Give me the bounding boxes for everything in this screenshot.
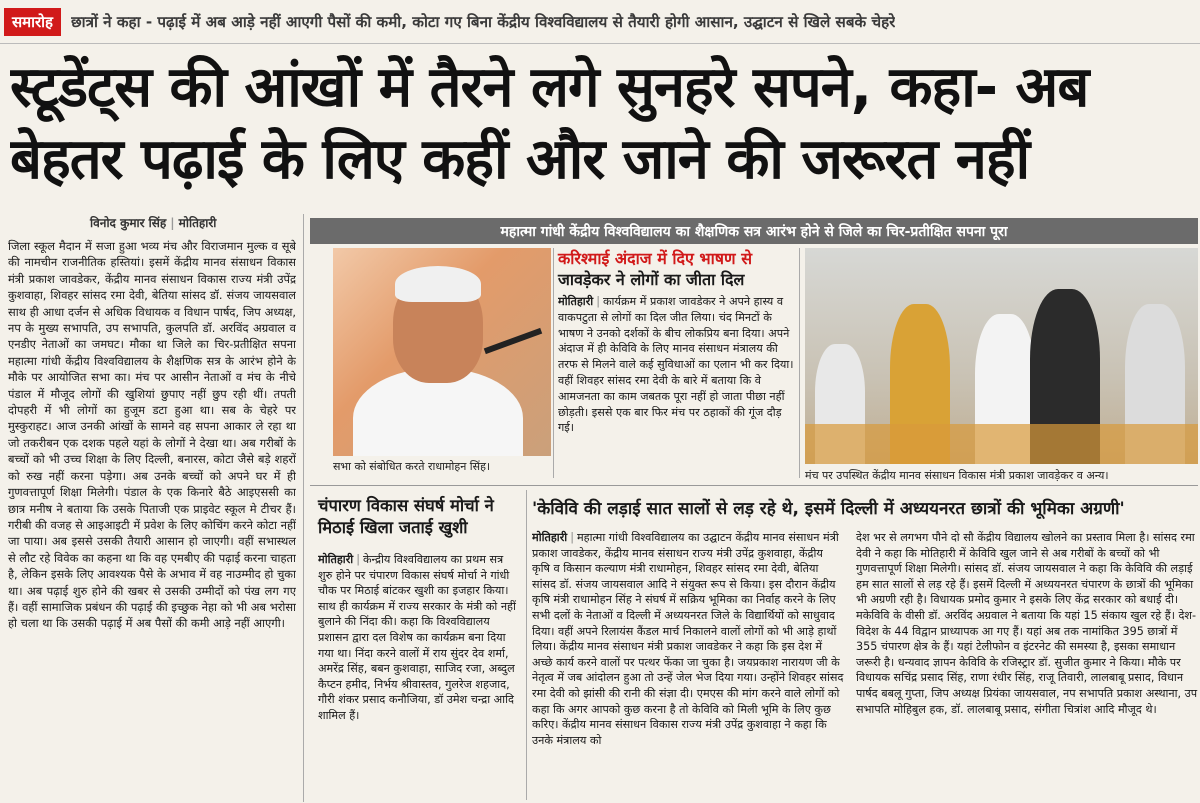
column-divider: [526, 490, 527, 800]
photo-stage-caption: मंच पर उपस्थित केंद्रीय मानव संसाधन विकास मंत्री प्रकाश जावड़ेकर व अन्य।: [805, 469, 1109, 482]
story3-text-1: महात्मा गांधी विश्वविद्यालय का उद्घाटन केंद्रीय मानव संसाधन मंत्री प्रकाश जावडेकर, केंद्रीय मानव संसाधन राज्य मंत्री उपेंद्र कुशवाहा, केंद्रीय कृषि व किसान कल्याण मंत्री राधामोहन, शिवहर सांसद रमा देवी, बेतिया सांसद डॉ. संजय जायसवाल आदि ने संयुक्त रूप से किया। इस दौरान केंद्रीय कृषि मंत्री राधामोहन सिंह ने संघर्ष में सक्रिय भूमिका का निर्वाह करने के लिए सभी दलों के नेताओं व दिल्ली में अध्ययनरत जिले के विद्यार्थियों को साधुवाद दिया। वहीं अपने रिलायंस कैंडल मार्च निकालने वालों लोगों को भी आड़े हाथों लिया। केंद्रीय मानव संसाधन मंत्री प्रकाश जावडेकर ने कहा कि इस देश में अच्छे कार्य करने वालों पर पत्थर फेंका जा चुका है। जयप्रकाश नारायण जी के नेतृत्व में जब आंदोलन हुआ तो उन्हें जेल भेज दिया गया। उन्होंने शिवहर सांसद रमा देवी को झांसी की रानी की संज्ञा दी। एमएस की मांग करने वाले लोगों को कहा कि अगर आपको कुछ करना है तो केविवि को मिली भूमि के लिए कुछ करिए। केंद्रीय मानव संसाधन विकास राज्य मंत्री उपेंद्र कुशवाहा ने कहा कि उनके मंत्रालय को: [532, 531, 844, 747]
story2-text: केन्द्रीय विश्वविद्यालय का प्रथम सत्र शुरु होने पर चंपारण विकास संघर्ष मोर्चा ने गांधी चौक पर मिठाई बांटकर खुशी का इजहार किया। साथ ही कार्यक्रम में राज्य सरकार के मंत्री को नहीं बुलाने की निंदा की। कहा कि विश्वविद्यालय प्रशासन द्वारा दल विशेष का कार्यक्रम बना दिया गया था। निंदा करने वालों में राय सुंदर देव शर्मा, अमरेंद्र सिंह, बबन कुशवाहा, साजिद रजा, अब्दुल कैप्टन हमीद, निर्भय श्रीवास्तव, गुलरेज शहजाद, गौरी शंकर प्रसाद कनौजिया, डॉ उमेश चन्द्रा आदि शामिल हैं।: [318, 553, 516, 722]
middle-story-text: कार्यक्रम में प्रकाश जावडेकर ने अपने हास्य व वाकपटुता से लोगों का दिल जीत लिया। चंद मिनटों के भाषण ने उनको दर्शकों के बीच लोकप्रिय बना दिया। अपने अंदाज में ही केविवि के लिए मानव संसाधन मंत्रालय की तरफ से मिलने वाले कई सुविधाओं का एलान भी कर दिया। वहीं शिवहर सांसद रमा देवी के बारे में बताया कि वे आमजनता का काम जबतक पूरा नहीं हो जाता पीछा नहीं छोड़ती। इससे एक बार फिर मंच पर ठहाकों की गूंज दौड़ गई।: [558, 295, 794, 435]
middle-story-title: [558, 248, 794, 290]
main-story-body: जिला स्कूल मैदान में सजा हुआ भव्य मंच और विराजमान मुल्क व सूबे की नामचीन राजनीतिक हस्तियां। इसमें केंद्रीय मानव संसाधन विकास मंत्री प्रकाश जावडेकर, केंद्रीय मानव संसाधन विकास राज्य मंत्री उपेंद्र कुशवाहा, शिवहर सांसद रमा देवी, बेतिया सांसद डॉ. संजय जायसवाल साथ ही आधा दर्जन से अधिक विधायक व विधान पार्षद, जिप अध्यक्ष, नप के मुख्य सभापति, उप सभापति, कुलपति डॉ. अरविंद अग्रवाल व एनडीए नेताओं का जमघट। मौका था जिले का चिर-प्रतीक्षित सपना महात्मा गांधी केंद्रीय विश्वविद्यालय के शैक्षणिक सत्र के आरंभ होने के मौके पर आयोजित सभा का। मंच पर आसीन नेताओं व मंच के नीचे पंडाल में मौजूद लोगों की खुशियां छुपाए नहीं छुप रही थीं। तपती दोपहरी में भी लोगों का हुजूम डटा हुआ था। सब के चेहरे पर मुस्कुराहट। आज उनकी आंखों के सामने वह सपना आकार ले रहा था जो तकरीबन एक दशक पहले यहां के लोगों ने देखा था। अब गरीबों के बच्चों को भी उच्च शिक्षा के लिए दिल्ली, बनारस, कोटा जैसे बड़े शहरों को रुख नहीं करना पड़ेगा। अब उनके बच्चों को अपने घर में ही गुणवत्तापूर्ण शिक्षा मिलेगी। पंडाल के एक किनारे बैठे आइएससी का छात्र मनीष ने बताया कि उसके पिताजी एक प्राइवेट स्कूल मे टीचर हैं। गरीबी की वजह से आइआइटी में प्रवेश के लिए कोचिंग करने कोटा नहीं जा पाया। अब इससे उसकी तैयारी आसान हो जाएगी। वहीं सभास्थल से लौट रहे विवेक का कहना था कि वह एमबीए की पढ़ाई करना चाहता है, लेकिन इसके लिए आवश्यक पैसे के अभाव में वह नाउम्मीद हो चुका था। अब पढ़ाई शुरु होने की खबर से उसकी उम्मीदों को पंख लग गए हैं। वहीं सामाजिक प्रबंधन की पढ़ाई की इच्छुक नेहा को भी अब भरोसा हो चला था कि उसकी पढ़ाई में अब पैसों की कमी आड़े नहीं आएगी।: [8, 239, 296, 631]
photo-stage-group: [805, 248, 1198, 464]
middle-story-title-line-2: जावड़ेकर ने लोगों का जीता दिल: [558, 270, 745, 289]
main-headline: [10, 52, 1195, 196]
story3-body-col1: मोतिहारी | महात्मा गांधी विश्वविद्यालय का उद्घाटन केंद्रीय मानव संसाधन मंत्री प्रकाश जावडेकर, केंद्रीय मानव संसाधन राज्य मंत्री उपेंद्र कुशवाहा, केंद्रीय कृषि व किसान कल्याण मंत्री राधामोहन, शिवहर सांसद रमा देवी, बेतिया सांसद डॉ. संजय जायसवाल आदि ने संयुक्त रूप से किया। इस दौरान केंद्रीय कृषि मंत्री राधामोहन सिंह ने संघर्ष में सक्रिय भूमिका का निर्वाह करने के लिए सभी दलों के नेताओं व दिल्ली में अध्ययनरत जिले के विद्यार्थियों को साधुवाद दिया। वहीं अपने रिलायंस कैंडल मार्च निकालने वालों लोगों को भी आड़े हाथों लिया। केंद्रीय मानव संसाधन मंत्री प्रकाश जावडेकर ने कहा कि इस देश में अच्छे कार्य करने वालों पर पत्थर फेंका जा चुका है। जयप्रकाश नारायण जी के नेतृत्व में जब आंदोलन हुआ तो उन्हें जेल भेज दिया गया। उन्होंने शिवहर सांसद रमा देवी को झांसी की रानी की संज्ञा दी। एमएस की मांग करने वाले लोगों को कहा कि अगर आपको कुछ करना है तो केविवि को मिली भूमि के लिए कुछ करिए। केंद्रीय मानव संसाधन विकास राज्य मंत्री उपेंद्र कुशवाहा ने कहा कि उनके मंत्रालय को: [532, 531, 844, 747]
byline-place: मोतिहारी: [178, 216, 217, 230]
headline-line-1: स्टूडेंट्स की आंखों में तैरने लगे सुनहरे सपने, कहा- अब: [10, 55, 1089, 120]
photo-speaker-caption: सभा को संबोधित करते राधामोहन सिंह।: [333, 460, 491, 473]
byline: विनोद कुमार सिंह | मोतिहारी: [90, 216, 217, 230]
column-divider: [303, 214, 304, 802]
banner-strap: महात्मा गांधी केंद्रीय विश्वविद्यालय का शैक्षणिक सत्र आरंभ होने से जिले का चिर-प्रतीक्षित सपना पूरा: [310, 218, 1198, 244]
story3-body-col2: देश भर से लगभग पौने दो सौ केंद्रीय विद्यालय खोलने का प्रस्ताव मिला है। सांसद रमा देवी ने कहा कि मोतिहारी में केविवि खुल जाने से अब गरीबों के बच्चों को भी गुणवत्तापूर्ण शिक्षा मिलेगी। सांसद डॉ. संजय जायसवाल ने कहा कि केविवि की लड़ाई हम सात सालों से लड़ रहे हैं। इसमें दिल्ली में अध्ययनरत चंपारण के छात्रों की भूमिका भी अग्रणी रही है। विधायक प्रमोद कुमार ने इसके लिए केंद्र सरकार को बधाई दी। मकेविवि के वीसी डॉ. अरविंद अग्रवाल ने बताया कि यहां 15 संकाय खुल रहे हैं। देश-विदेश के 44 विद्वान प्राध्यापक आ गए हैं। यहां अब तक नामांकित 395 छात्रों में 355 चंपारण क्षेत्र के हैं। यहां टेलीफोन व इंटरनेट की समस्या है, इसका समाधान जरूरी है। धन्यवाद ज्ञापन केविवि के रजिस्ट्रार डॉ. सुजीत कुमार ने किया। मौके पर विधायक सचिंद्र प्रसाद सिंह, राणा रंधीर सिंह, राजू तिवारी, लालबाबू प्रसाद, विधान पार्षद बबलू गुप्ता, जिप अध्यक्ष प्रियंका जायसवाल, नप सभापति प्रकाश अस्थाना, उप सभापति मोहिबुल हक, डॉ. लालबाबू प्रसाद, संगीता चित्रांश आदि मौजूद थे।: [856, 531, 1198, 716]
photo-speaker: [333, 248, 551, 456]
section-tag: समारोह: [4, 8, 61, 36]
column-divider: [799, 248, 800, 478]
byline-author: विनोद कुमार सिंह: [90, 216, 167, 230]
story3-place: मोतिहारी: [532, 531, 568, 544]
section-divider: [310, 485, 1198, 486]
story2-body: मोतिहारी | केन्द्रीय विश्वविद्यालय का प्रथम सत्र शुरु होने पर चंपारण विकास संघर्ष मोर्चा ने गांधी चौक पर मिठाई बांटकर खुशी का इजहार किया। साथ ही कार्यक्रम में राज्य सरकार के मंत्री को नहीं बुलाने की निंदा की। कहा कि विश्वविद्यालय प्रशासन द्वारा दल विशेष का कार्यक्रम बना दिया गया था। निंदा करने वालों में राय सुंदर देव शर्मा, अमरेंद्र सिंह, बबन कुशवाहा, साजिद रजा, अब्दुल कैप्टन हमीद, निर्भय श्रीवास्तव, गुलरेज शहजाद, गौरी शंकर प्रसाद कनौजिया, डॉ उमेश चन्द्रा आदि शामिल हैं।: [318, 553, 516, 722]
story3-title: 'केविवि की लड़ाई सात सालों से लड़ रहे थे, इसमें दिल्ली में अध्ययनरत छात्रों की भूमिका अग्रणी': [532, 499, 1125, 519]
story2-title: चंपारण विकास संघर्ष मोर्चा ने मिठाई खिला जताई खुशी: [318, 496, 494, 537]
middle-story-body: मोतिहारी | कार्यक्रम में प्रकाश जावडेकर ने अपने हास्य व वाकपटुता से लोगों का दिल जीत लिया। चंद मिनटों के भाषण ने उनको दर्शकों के बीच लोकप्रिय बना दिया। अपने अंदाज में ही केविवि के लिए मानव संसाधन मंत्रालय की तरफ से मिलने वाले कई सुविधाओं का एलान भी कर दिया। वहीं शिवहर सांसद रमा देवी के बारे में बताया कि वे आमजनता का काम जबतक पूरा नहीं हो जाता पीछा नहीं छोड़ती। इससे एक बार फिर मंच पर ठहाकों की गूंज दौड़ गई।: [558, 295, 794, 435]
middle-story-place: मोतिहारी: [558, 295, 594, 308]
section-top-bar: [0, 0, 1200, 44]
story2-place: मोतिहारी: [318, 553, 354, 566]
middle-story-title-line-1: करिश्माई अंदाज में दिए भाषण से: [558, 249, 753, 268]
top-strap-line: छात्रों ने कहा - पढ़ाई में अब आड़े नहीं आएगी पैसों की कमी, कोटा गए बिना केंद्रीय विश्वविद्यालय से तैयारी होगी आसान, उद्घाटन से खिले सबके चेहरे: [70, 12, 896, 31]
headline-line-2: बेहतर पढ़ाई के लिए कहीं और जाने की जरूरत नहीं: [10, 127, 1030, 192]
column-divider: [553, 248, 554, 478]
